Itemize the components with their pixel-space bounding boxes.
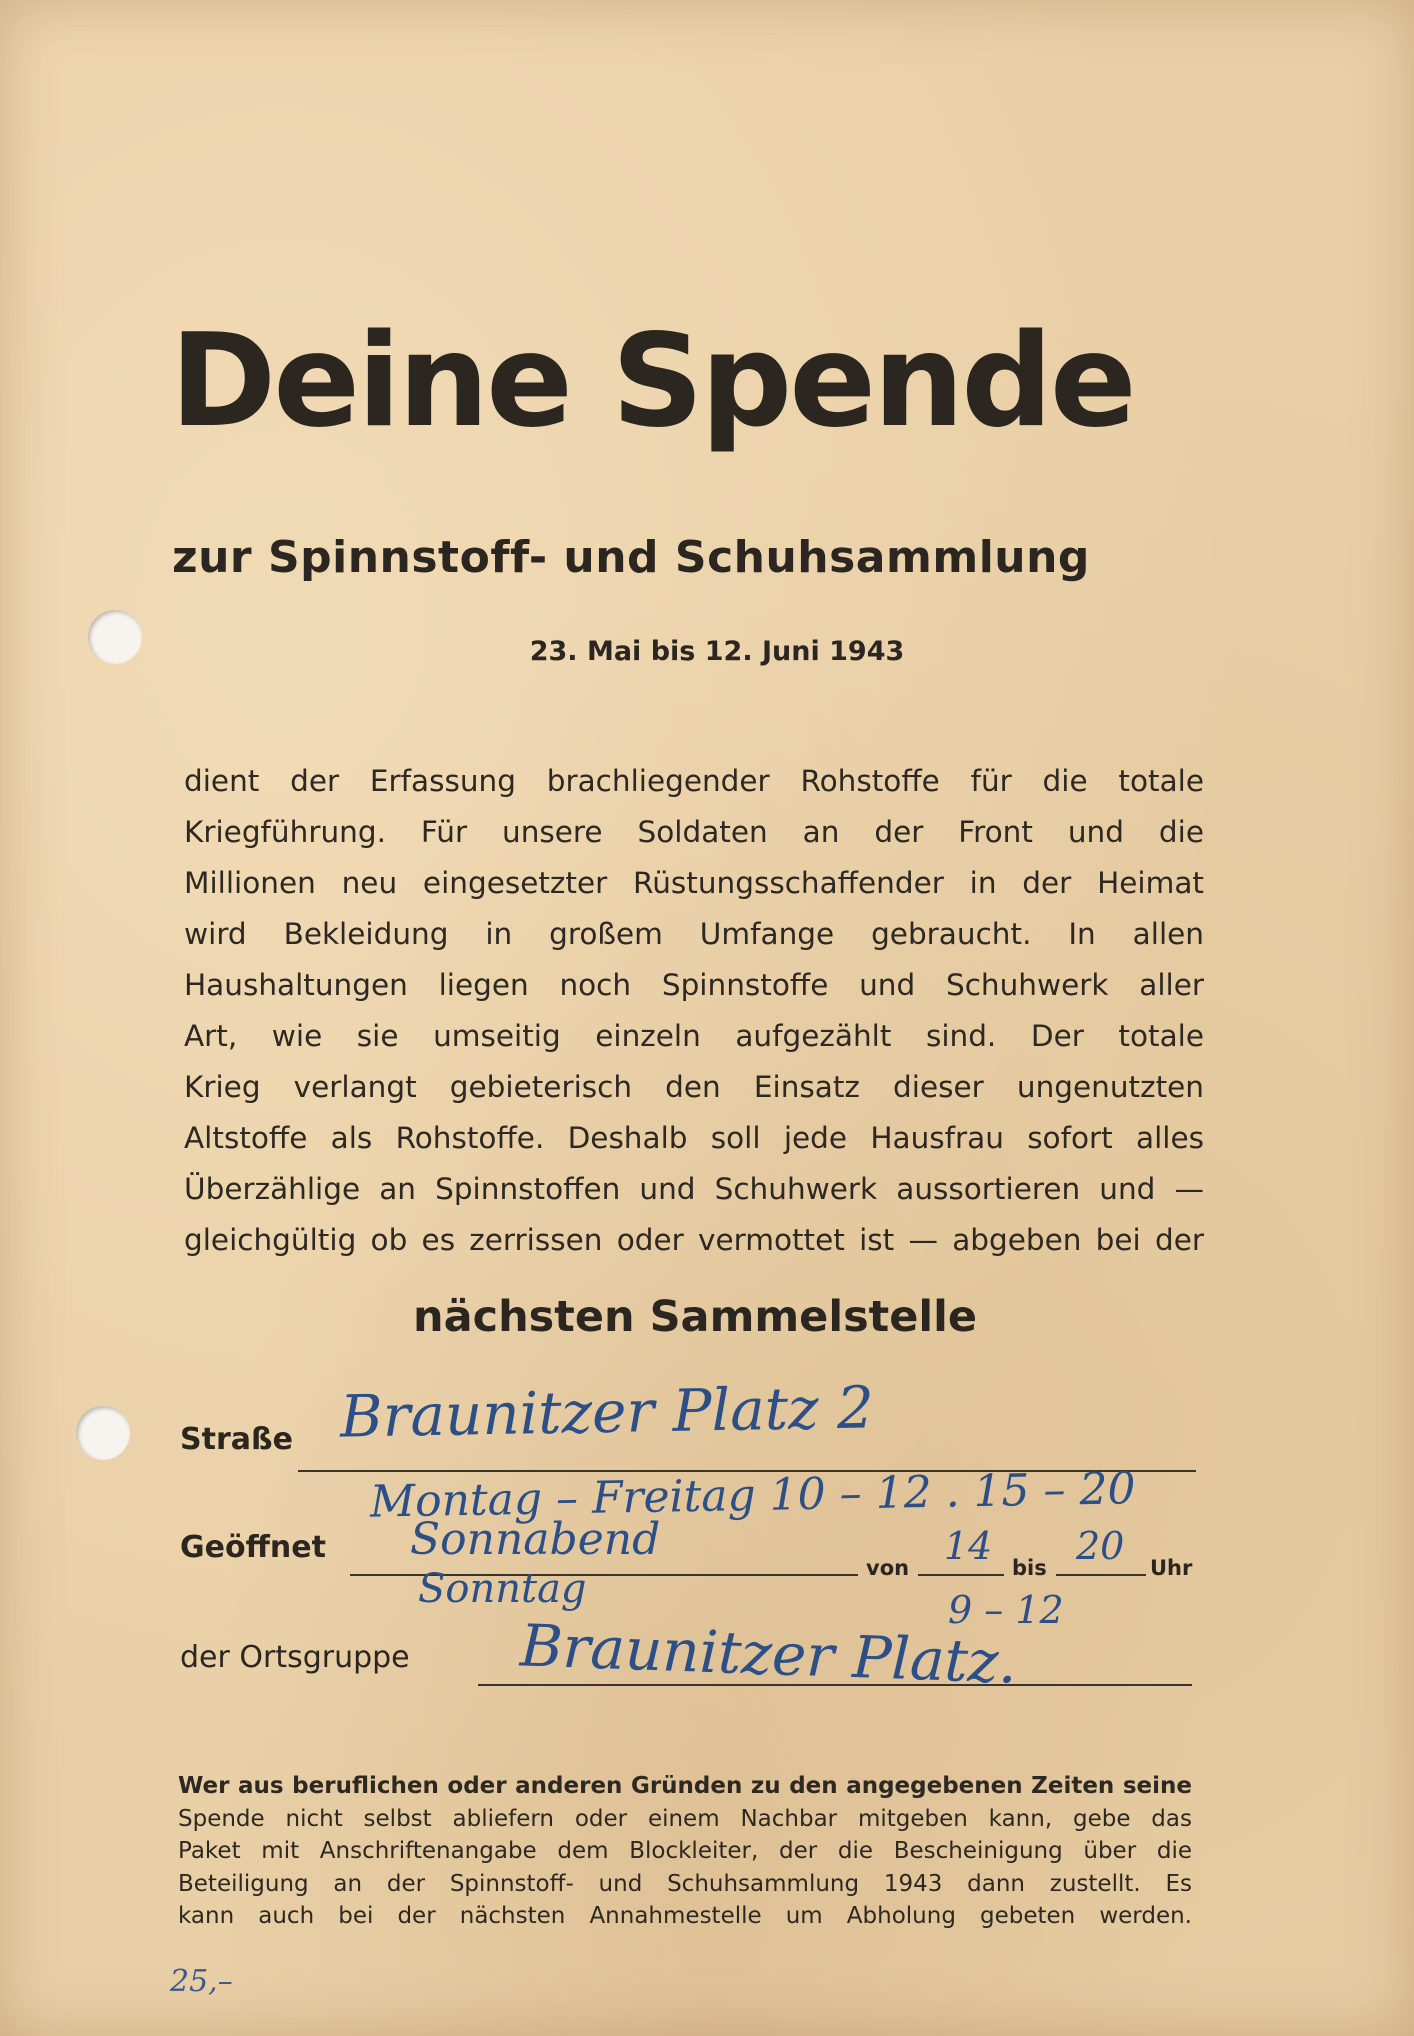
footer-line: Wer aus beruflichen oder anderen Gründen zu den angegebenen Zeiten seine [178, 1773, 1192, 1799]
body-line: Art, wie sie umseitig einzeln aufgezählt sind. Der totale [184, 1019, 1204, 1053]
footer-line: Beteiligung an der Spinnstoff- und Schuhsammlung 1943 dann zustellt. Es [178, 1870, 1192, 1897]
body-line: gleichgültig ob es zerrissen oder vermottet ist — abgeben bei der [184, 1223, 1204, 1257]
pencil-annotation: 25,– [170, 1964, 233, 1999]
collection-point-heading: nächsten Sammelstelle [412, 1292, 978, 1342]
punch-hole-bottom [76, 1406, 130, 1460]
collection-dates: 23. Mai bis 12. Juni 1943 [529, 636, 905, 667]
body-line: Kriegführung. Für unsere Soldaten an der Front und die [184, 815, 1204, 849]
body-line: Millionen neu eingesetzter Rüstungsschaffender in der Heimat [184, 866, 1204, 900]
von-handwritten-value: 14 [944, 1524, 993, 1568]
footer-line: kann auch bei der nächsten Annahmestelle um Abholung gebeten werden. [178, 1903, 1192, 1929]
footer-line: Spende nicht selbst abliefern oder einem Nachbar mitgeben kann, gebe das [178, 1805, 1192, 1832]
bis-handwritten-value: 20 [1076, 1524, 1125, 1568]
geoeffnet-label: Geöffnet [180, 1530, 326, 1565]
body-line: Überzählige an Spinnstoffen und Schuhwerk aussortieren und — [184, 1172, 1204, 1206]
strasse-label: Straße [180, 1422, 293, 1457]
body-paragraph [184, 756, 1204, 1266]
von-label: von [866, 1556, 910, 1580]
ortsgruppe-label: der Ortsgruppe [180, 1640, 410, 1675]
body-line: Altstoffe als Rohstoffe. Deshalb soll jede Hausfrau sofort alles [184, 1121, 1204, 1155]
geoeffnet-handwritten-value: Sonnabend [410, 1514, 661, 1565]
sunday-hours-handwritten: 9 – 12 [948, 1588, 1064, 1632]
footer-line: Paket mit Anschriftenangabe dem Blockleiter, der die Bescheinigung über die [178, 1838, 1192, 1864]
document-title: Deine Spende [170, 307, 1134, 456]
strasse-handwritten-value: Braunitzer Platz 2 [339, 1373, 875, 1451]
bis-field-line [1056, 1574, 1146, 1576]
body-line: Haushaltungen liegen noch Spinnstoffe und Schuhwerk aller [184, 968, 1204, 1002]
body-line: dient der Erfassung brachliegender Rohstoffe für die totale [184, 764, 1204, 798]
ortsgruppe-handwritten-value: Braunitzer Platz. [518, 1611, 1019, 1697]
sunday-handwritten: Sonntag [418, 1566, 587, 1612]
uhr-label: Uhr [1150, 1556, 1193, 1580]
body-line: Krieg verlangt gebieterisch den Einsatz dieser ungenutzten [184, 1070, 1204, 1104]
body-line: wird Bekleidung in großem Umfange gebraucht. In allen [184, 917, 1204, 951]
weekday-hours-handwritten: Montag – Freitag 10 – 12 . 15 – 20 [369, 1463, 1136, 1528]
von-field-line [918, 1574, 1004, 1576]
bis-label: bis [1012, 1556, 1047, 1580]
footer-note [178, 1770, 1192, 1933]
document-subtitle: zur Spinnstoff- und Schuhsammlung [172, 532, 1090, 583]
